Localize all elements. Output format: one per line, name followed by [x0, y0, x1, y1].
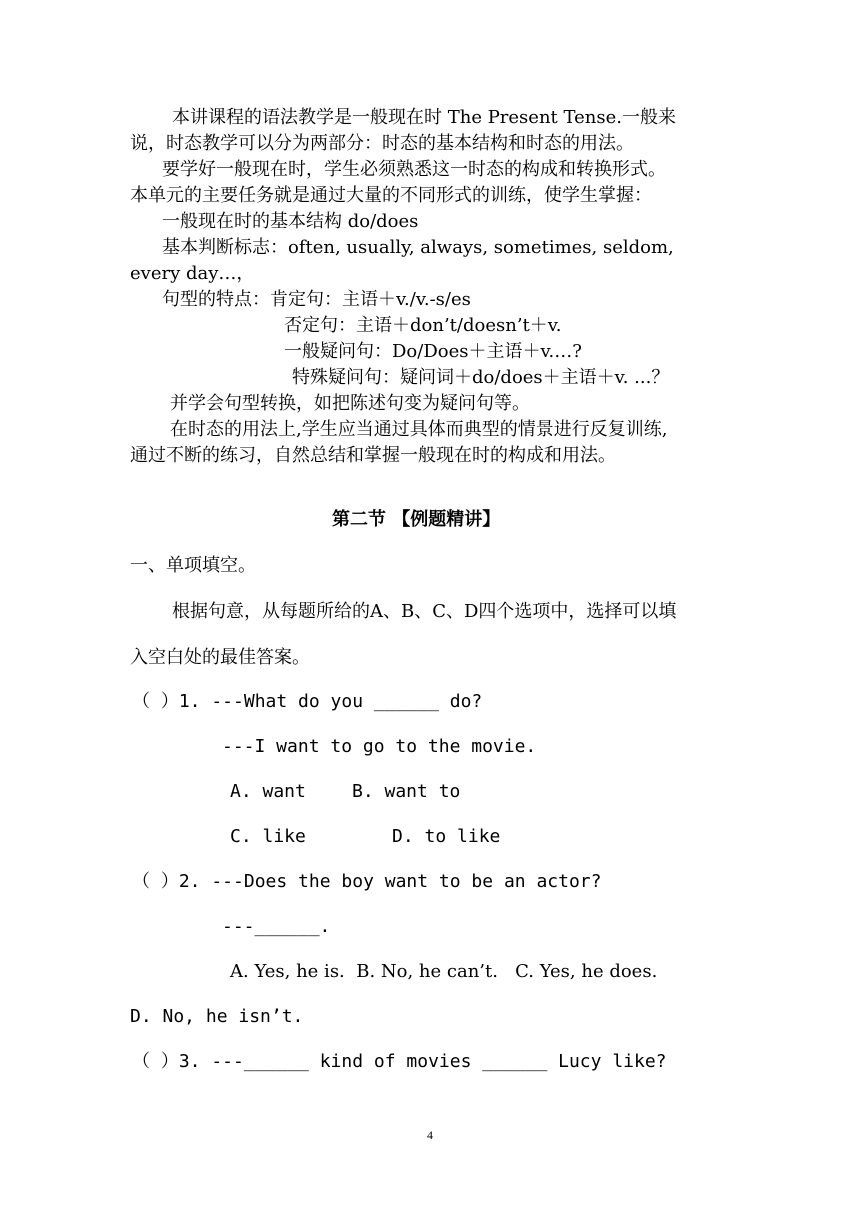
section-title: 第二节 【例题精讲】: [332, 509, 501, 530]
question-3-stem: （ ）3. ---______ kind of movies ______ Lucy like?: [132, 1051, 667, 1072]
question-1-stem: （ ）1. ---What do you ______ do?: [132, 691, 483, 712]
intro-line: 一般疑问句：Do/Does＋主语＋v.…?: [284, 341, 582, 362]
intro-line: 本讲课程的语法教学是一般现在时 The Present Tense.一般来: [172, 107, 676, 128]
instruction-line: 根据句意，从每题所给的A、B、C、D四个选项中，选择可以填: [172, 601, 677, 622]
intro-line: 一般现在时的基本结构 do/does: [162, 211, 419, 232]
intro-line: 在时态的用法上,学生应当通过具体而典型的情景进行反复训练,: [170, 419, 668, 440]
intro-line: 句型的特点：肯定句：主语＋v./v.-s/es: [162, 289, 471, 310]
question-1-option-a: A. want: [230, 781, 306, 802]
intro-line: 本单元的主要任务就是通过大量的不同形式的训练，使学生掌握：: [130, 185, 652, 206]
intro-line: 并学会句型转换，如把陈述句变为疑问句等。: [170, 393, 530, 414]
intro-line: 否定句：主语＋don’t/doesn’t＋v.: [284, 315, 562, 336]
question-2-dialogue: ---______.: [222, 916, 331, 937]
intro-line: 说，时态教学可以分为两部分：时态的基本结构和时态的用法。: [130, 133, 634, 154]
question-2-option-d: D. No, he isn’t.: [130, 1006, 304, 1027]
instruction-line: 入空白处的最佳答案。: [130, 647, 310, 668]
question-1-dialogue: ---I want to go to the movie.: [222, 736, 537, 757]
question-1-option-c: C. like: [230, 826, 306, 847]
question-1-option-d: D. to like: [392, 826, 501, 847]
question-2-stem: （ ）2. ---Does the boy want to be an actor?: [132, 871, 602, 892]
intro-line: 特殊疑问句：疑问词＋do/does＋主语＋v. ...？: [292, 367, 670, 388]
intro-line: 基本判断标志：often, usually, always, sometimes, seldom,: [162, 237, 674, 258]
page-number: 4: [427, 1128, 433, 1142]
question-1-option-b: B. want to: [352, 781, 461, 802]
intro-line: 通过不断的练习，自然总结和掌握一般现在时的构成和用法。: [130, 445, 616, 466]
intro-line: 要学好一般现在时，学生必须熟悉这一时态的构成和转换形式。: [162, 159, 666, 180]
intro-line: every day…，: [130, 263, 255, 284]
part-title: 一、单项填空。: [130, 555, 256, 576]
question-2-options: A. Yes, he is. B. No, he can’t. C. Yes, he does.: [230, 961, 658, 982]
